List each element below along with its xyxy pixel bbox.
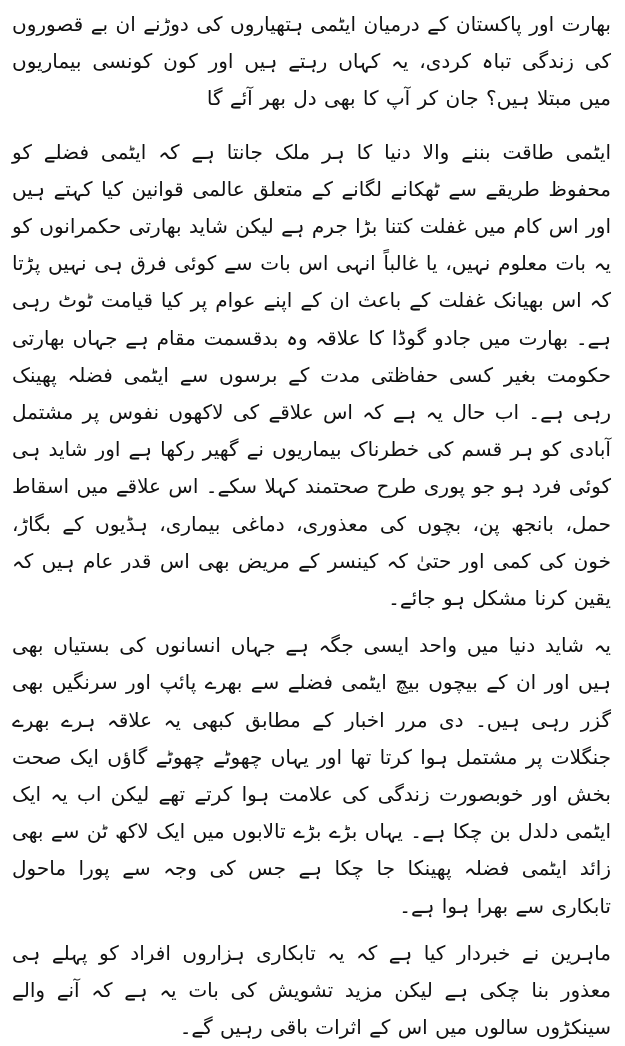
article-headline-paragraph: بھارت اور پاکستان کے درمیان ایٹمی ہتھیاروں کی دوڑنے ان بے قصوروں کی زندگی تباہ کردی، یہ کہاں رہتے ہیں اور کون کونسی بیماریوں میں مبتلا ہیں؟ جان کر آپ کا بھی دل بھر آئے گا bbox=[12, 12, 611, 111]
article-paragraph-2: یہ شاید دنیا میں واحد ایسی جگہ ہے جہاں انسانوں کی بستیاں بھی ہیں اور ان کے بیچوں بیچ ایٹمی فضلے سے بھرے پائپ اور سرنگیں بھی گزر رہی ہیں۔ دی مرر اخبار کے مطابق کبھی یہ علاقہ ہرے بھرے جنگلات پر مشتمل ہوا کرتا تھا اور یہاں چھوٹے چھوٹے گاؤں ایک صحت بخش اور خوبصورت زندگی کی علامت ہوا کرتے تھے لیکن اب یہ ایک ایٹمی دلدل بن چکا ہے۔ یہاں بڑے بڑے تالابوں میں ایک لاکھ ٹن سے بھی زائد ایٹمی فضلہ پھینکا جا چکا ہے جس کی وجہ سے پورا ماحول تابکاری سے بھرا ہوا ہے۔ bbox=[12, 633, 611, 918]
article-paragraph-3: ماہرین نے خبردار کیا ہے کہ یہ تابکاری ہزاروں افراد کو پہلے ہی معذور بنا چکی ہے لیکن مزید تشویش کی بات یہ ہے کہ آنے والے سینکڑوں سالوں میں اس کے اثرات باقی رہیں گے۔ bbox=[12, 940, 611, 1040]
article-paragraph-1: ایٹمی طاقت بننے والا دنیا کا ہر ملک جانتا ہے کہ ایٹمی فضلے کو محفوظ طریقے سے ٹھکانے لگانے کے متعلق عالمی قوانین کیا کہتے ہیں اور اس کام میں غفلت کتنا بڑا جرم ہے لیکن شاید بھارتی حکمرانوں کو یہ بات معلوم نہیں، یا غالباً انہی اس بات سے کوئی فرق ہی نہیں پڑتا کہ اس بھیانک غفلت کے باعث ان کے اپنے عوام پر کیا قیامت ٹوٹ رہی ہے۔ بھارت میں جادو گوڈا کا علاقہ وہ بدقسمت مقام ہے جہاں بھارتی حکومت بغیر کسی حفاظتی مدت کے برسوں سے ایٹمی فضلہ پھینک رہی ہے۔ اب حال یہ ہے کہ اس علاقے کی لاکھوں نفوس پر مشتمل آبادی کو ہر قسم کی خطرناک بیماریوں نے گھیر رکھا ہے اور شاید ہی کوئی فرد ہو جو پوری طرح صحتمند کہلا سکے۔ اس علاقے میں اسقاط حمل، بانجھ پن، بچوں کی معذوری، دماغی بیماری، ہڈیوں کے بگاڑ، خون کی کمی اور حتیٰ کہ کینسر کے مریض بھی اس قدر عام ہیں کہ یقین کرنا مشکل ہو جائے۔ bbox=[12, 139, 611, 611]
